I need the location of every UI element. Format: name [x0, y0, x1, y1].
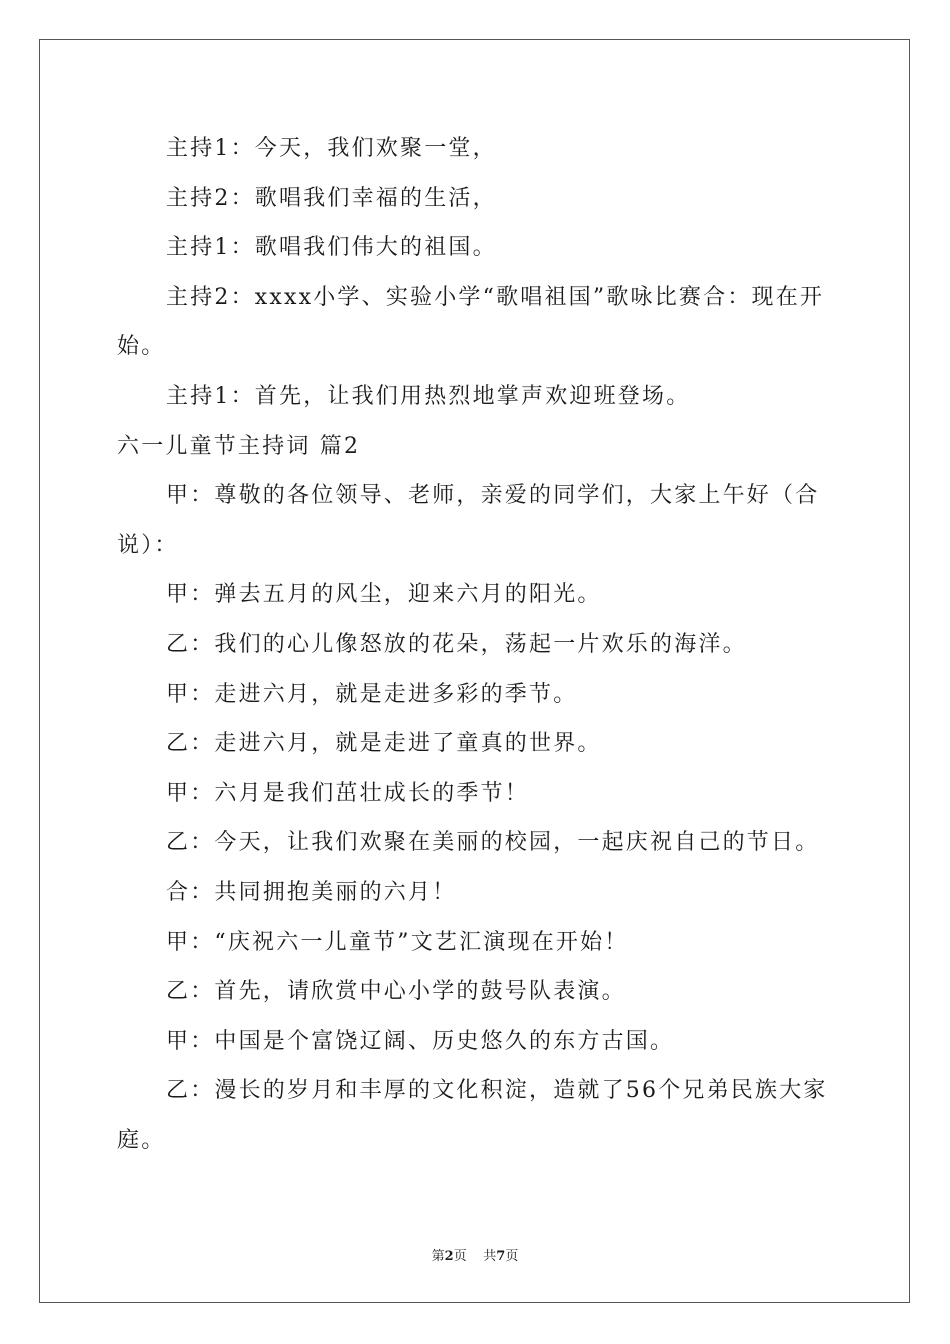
paragraph: 乙：我们的心儿像怒放的花朵，荡起一片欢乐的海洋。: [166, 631, 747, 657]
paragraph: 主持1：今天，我们欢聚一堂，: [166, 136, 497, 161]
paragraph: 主持2：xxxx小学、实验小学“歌唱祖国”歌咏比赛合：现在开始。: [117, 284, 825, 360]
paragraph: 主持2：歌唱我们幸福的生活，: [166, 185, 497, 211]
page-number: 第2页: [431, 1249, 467, 1264]
paragraph: 乙：走进六月，就是走进了童真的世界。: [166, 731, 602, 757]
paragraph: 合：共同拥抱美丽的六月！: [166, 879, 457, 905]
paragraph: 主持1：首先，让我们用热烈地掌声欢迎班登场。: [166, 383, 691, 409]
paragraph: 甲：走进六月，就是走进多彩的季节。: [166, 681, 578, 707]
paragraph: 主持1：歌唱我们伟大的祖国。: [166, 235, 497, 261]
document-body: [117, 124, 835, 1165]
section-heading: 六一儿童节主持词 篇2: [117, 433, 361, 459]
paragraph: 甲：弹去五月的风尘，迎来六月的阳光。: [166, 582, 602, 608]
paragraph: 甲：“庆祝六一儿童节”文艺汇演现在开始！: [166, 929, 629, 955]
page-total: 共7页: [483, 1249, 519, 1264]
paragraph: 甲：尊敬的各位领导、老师，亲爱的同学们，大家上午好（合说）：: [117, 483, 820, 558]
paragraph: 甲：中国是个富饶辽阔、历史悠久的东方古国。: [166, 1028, 675, 1054]
paragraph: 乙：首先，请欣赏中心小学的鼓号队表演。: [166, 979, 626, 1005]
page-footer: [0, 1245, 950, 1264]
paragraph: 甲：六月是我们茁壮成长的季节！: [166, 780, 530, 806]
paragraph: 乙：今天，让我们欢聚在美丽的校园，一起庆祝自己的节日。: [166, 830, 820, 856]
paragraph: 乙：漫长的岁月和丰厚的文化积淀，造就了56个兄弟民族大家庭。: [117, 1078, 828, 1153]
